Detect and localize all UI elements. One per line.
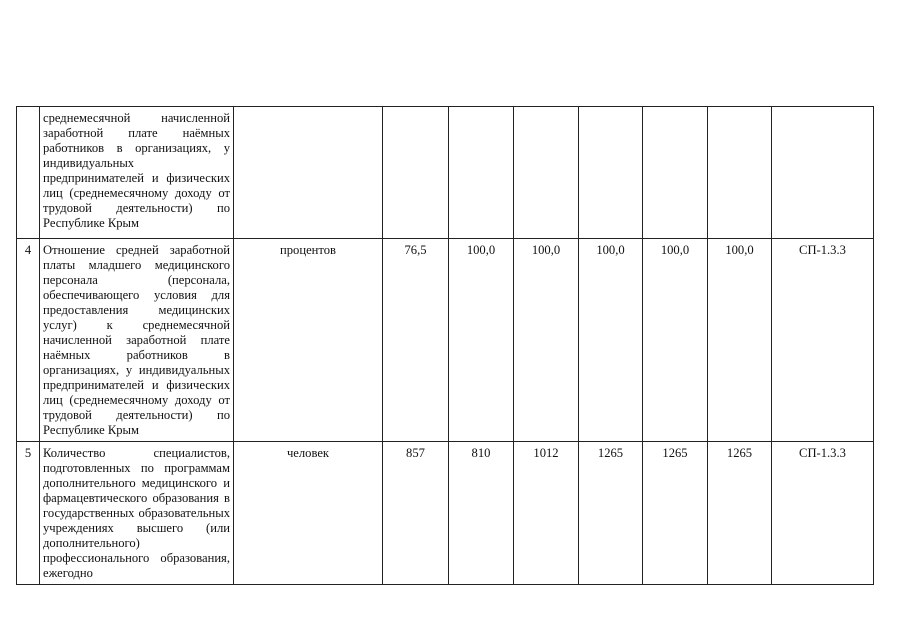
value-cell: 1265 [579,442,643,585]
value-cell: 810 [449,442,514,585]
indicator-name: Количество специалистов, подготовленных по программам дополнительного медицинского и фармацевтического образования в государственных образовательных учреждениях высшего (или дополнительного) профессионального образования, ежегодно [40,442,234,585]
value-cell [383,107,449,239]
indicator-name: среднемесячной начисленной заработной плате наёмных работников в организациях, у индивидуальных предпринимателей и физических лиц (среднемесячному доходу от трудовой деятельности) по Республике Крым [40,107,234,239]
row-number [17,107,40,239]
code-cell: СП-1.3.3 [772,442,874,585]
value-cell: 100,0 [449,239,514,442]
unit-cell [234,107,383,239]
value-cell: 1265 [643,442,708,585]
value-cell: 76,5 [383,239,449,442]
code-cell [772,107,874,239]
value-cell: 100,0 [579,239,643,442]
table-row [17,107,874,239]
value-cell [514,107,579,239]
table-row [17,442,874,585]
value-cell: 1012 [514,442,579,585]
value-cell [449,107,514,239]
table-row [17,239,874,442]
value-cell: 1265 [708,442,772,585]
value-cell [708,107,772,239]
unit-cell: человек [234,442,383,585]
value-cell [579,107,643,239]
value-cell [643,107,708,239]
value-cell: 100,0 [643,239,708,442]
value-cell: 857 [383,442,449,585]
code-cell: СП-1.3.3 [772,239,874,442]
indicator-name: Отношение средней заработной платы младшего медицинского персонала (персонала, обеспечивающего условия для предоставления медицинских услуг) к среднемесячной начисленной заработной плате наёмных работников в организациях, у индивидуальных предпринимателей и физических лиц (среднемесячному доходу от трудовой деятельности) по Республике Крым [40,239,234,442]
unit-cell: процентов [234,239,383,442]
row-number: 4 [17,239,40,442]
indicators-table [16,106,874,585]
row-number: 5 [17,442,40,585]
value-cell: 100,0 [514,239,579,442]
value-cell: 100,0 [708,239,772,442]
